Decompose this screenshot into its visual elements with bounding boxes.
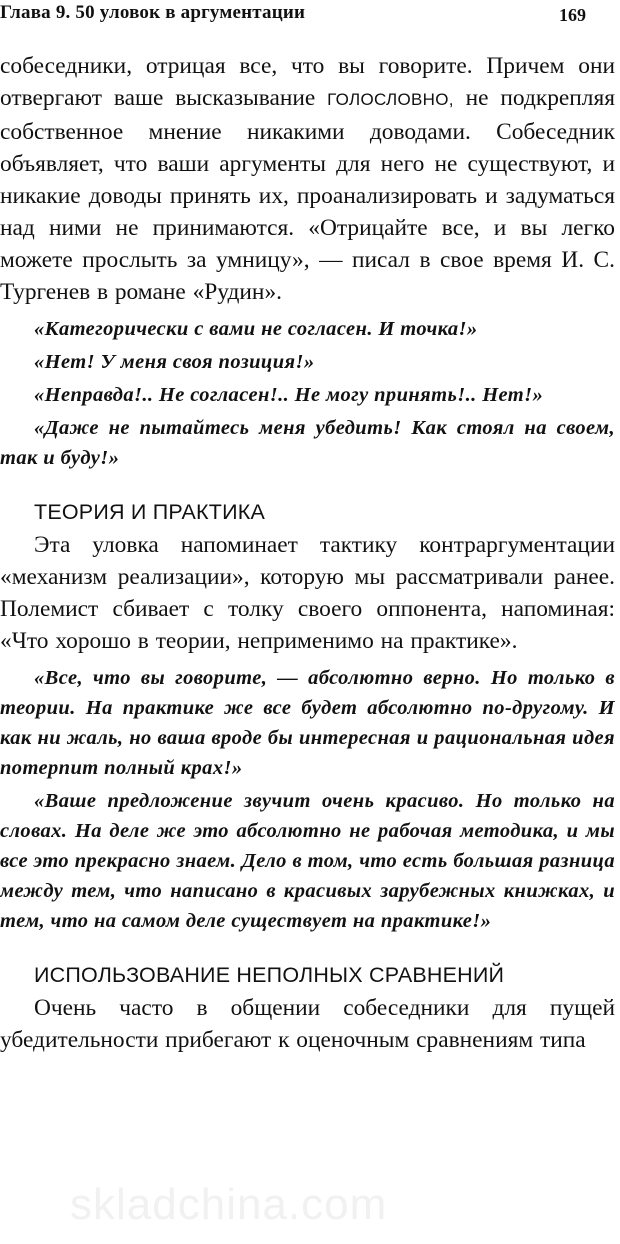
paragraph: Очень часто в общении собеседники для пущей убедительности прибегают к оценочным сравнениям типа: [0, 995, 615, 1053]
section-heading: ИСПОЛЬЗОВАНИЕ НЕПОЛНЫХ СРАВНЕНИЙ: [34, 963, 505, 987]
example-quote: «Категорически с вами не согласен. И точка!»: [34, 318, 478, 340]
paragraph-text: не подкрепляя собственное мнение никакими доводами. Собеседник объявляет, что ваши аргументы для него не существуют, и никакие доводы принять их, проанализировать и задуматься над ними не принимаются. «Отрицайте все, и вы легко можете прослыть за умницу», — писал в свое время И. С. Тургенев в романе «Рудин».: [0, 85, 615, 305]
running-head: Глава 9. 50 уловок в аргументации: [0, 2, 306, 23]
paragraph-text: собеседники, отрицая все, что вы говорите. Причем они отвергают ваше высказывание: [0, 53, 615, 111]
example-quote: «Все, что вы говорите, — абсолютно верно. Но только в теории. На практике же все будет абсолютно по-другому. И как ни жаль, но ваша вроде бы интересная и рациональная идея потерпит полный крах!»: [0, 667, 615, 779]
paragraph: Эта уловка напоминает тактику контраргументации «механизм реализации», которую мы рассматривали ранее. Полемист сбивает с толку своего оппонента, напоминая: «Что хорошо в теории, неприменимо на практике».: [0, 532, 615, 654]
example-quote: «Нет! У меня своя позиция!»: [34, 351, 315, 373]
example-quote: «Ваше предложение звучит очень красиво. Но только на словах. На деле же это абсолютно не рабочая методика, и мы все это прекрасно знаем. Дело в том, что есть большая разница между тем, что написано в красивых зарубежных книжках, и тем, что на самом деле существует на практике!»: [0, 790, 615, 932]
example-quote: «Даже не пытайтесь меня убедить! Как стоял на своем, так и буду!»: [0, 417, 615, 469]
section-heading: ТЕОРИЯ И ПРАКТИКА: [34, 500, 265, 524]
paragraph-continuation: [0, 50, 615, 308]
small-caps-word: ГОЛОСЛОВНО,: [327, 90, 454, 109]
example-quote: «Неправда!.. Не согласен!.. Не могу принять!.. Нет!»: [34, 384, 544, 406]
watermark: skladchina.com: [70, 1180, 388, 1229]
body-text: [0, 50, 615, 1056]
page-number: 169: [559, 5, 586, 25]
page-header: [0, 0, 620, 40]
